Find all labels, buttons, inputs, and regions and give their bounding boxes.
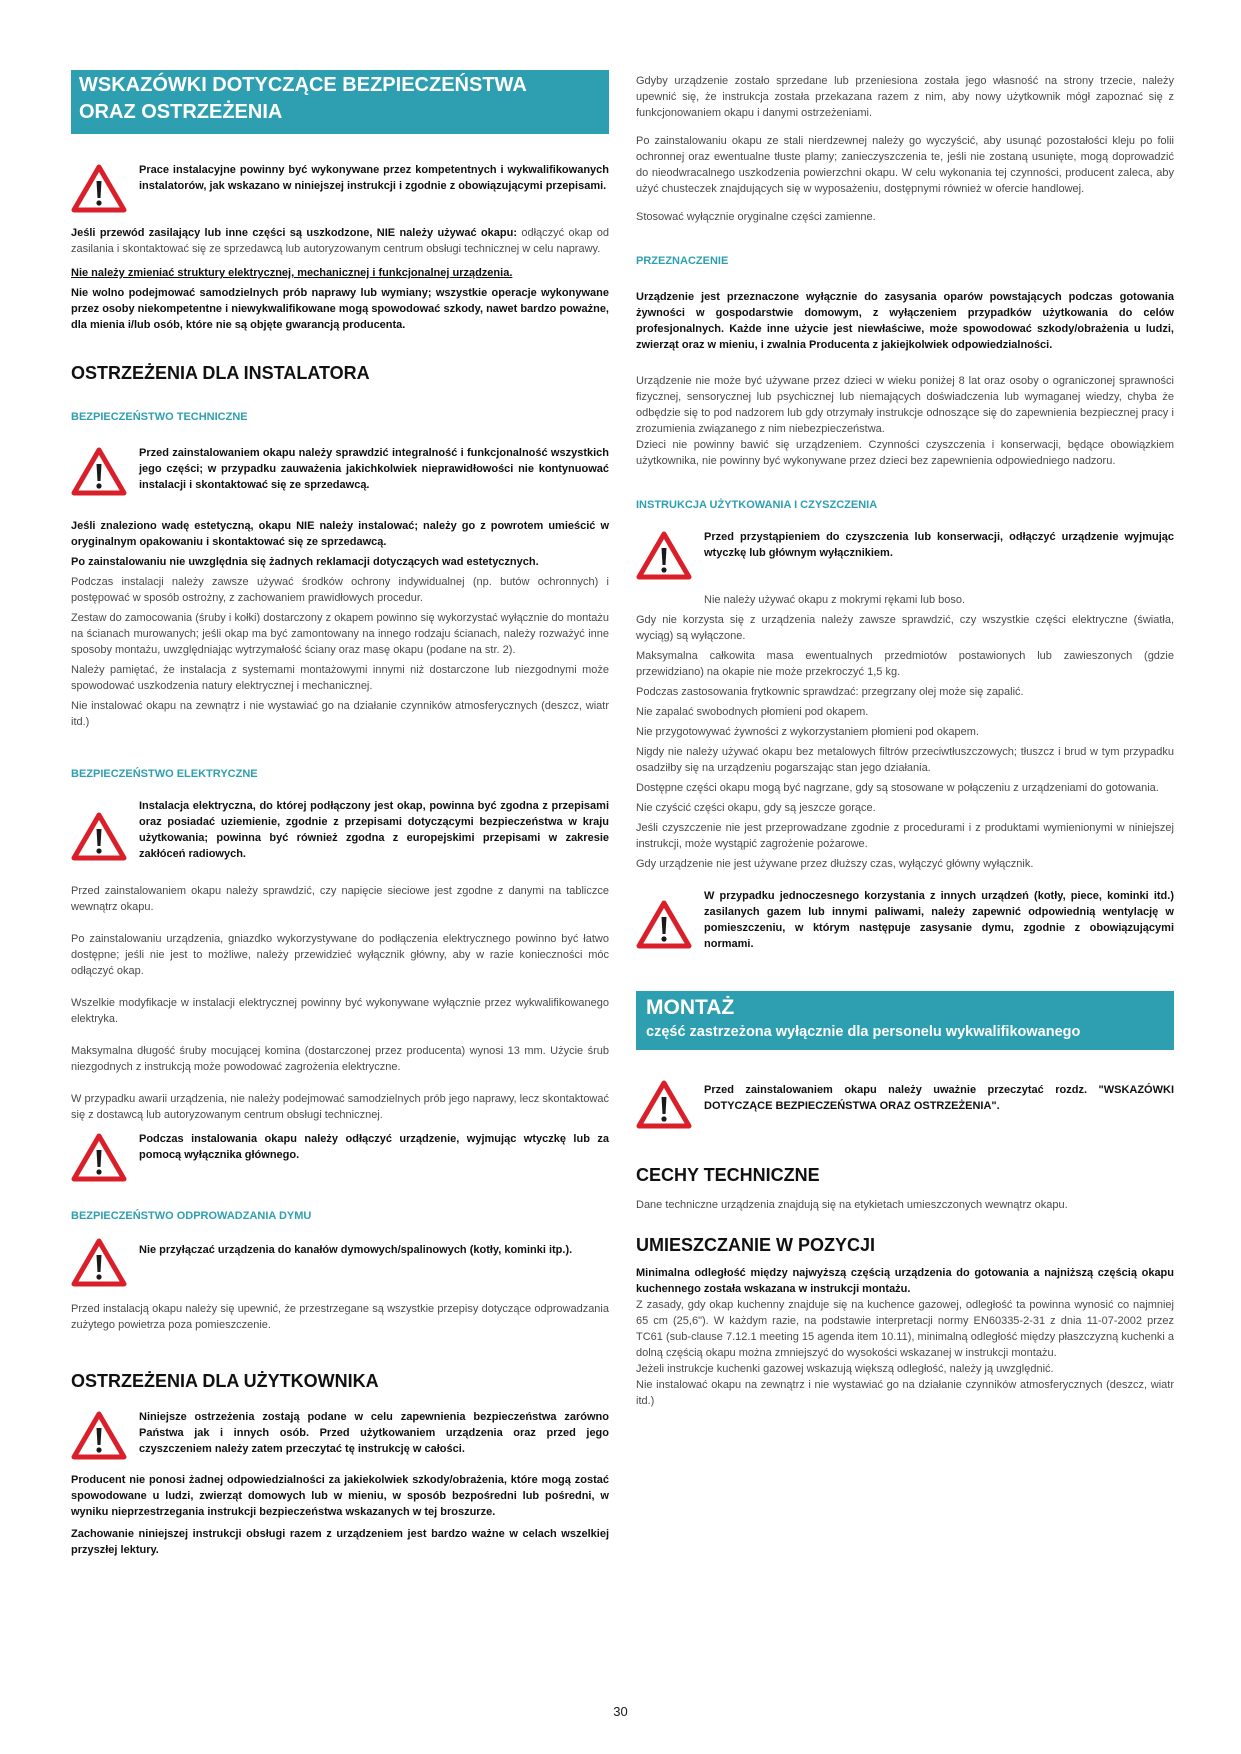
- paragraph-stainless-cleaning: Po zainstalowaniu okapu ze stali nierdzewnej należy go wyczyścić, aby usunąć pozostałości kleju po folii ochronnej oraz ewentualne tłuste plamy; zanieczyszczenia te, jeśli nie zostaną usunięte, mogą doprowadzić do nieodwracalnego uszkodzenia powierzchni okapu. W celu wykonania tej czynności, producent zaleca, aby użyć chusteczek znajdujących się w wyposażeniu, dostępnymi również w ofercie handlowej.: [636, 135, 1174, 195]
- paragraph-technical-data: Dane techniczne urządzenia znajdują się na etykietach umieszczonych wewnątrz okapu.: [636, 1199, 1068, 1211]
- warning-text: Niniejsze ostrzeżenia zostają podane w celu zapewnienia bezpieczeństwa zarówno Państwa jak i innych osób. Przed użytkowaniem urządzenia oraz przed jego czyszczeniem należy zatem przeczytać tę instrukcję w całości.: [139, 1411, 609, 1455]
- paragraph-rest: odłączyć okap od zasilania i skontaktować się ze sprzedawcą lub autoryzowanym centrum obsługi technicznej w celu naprawy.: [71, 227, 609, 255]
- warning-block-cleaning: [636, 529, 1174, 586]
- paragraph-bold-part: Jeśli przewód zasilający lub inne części są uszkodzone, NIE należy używać okapu:: [71, 227, 517, 239]
- paragraph-exhaust-rules: Przed instalacją okapu należy się upewnić, że przestrzegane są wszystkie przepisy dotyczące odprowadzania zużytego powietrza poza pomieszczenie.: [71, 1303, 609, 1331]
- warning-text: Przed przystąpieniem do czyszczenia lub konserwacji, odłączyć urządzenie wyjmując wtyczkę lub głównym wyłącznikiem.: [704, 531, 1174, 559]
- warning-icon: [71, 445, 127, 502]
- heading-purpose: PRZEZNACZENIE: [636, 255, 729, 267]
- heading-usage-cleaning: INSTRUKCJA UŻYTKOWANIA I CZYSZCZENIA: [636, 499, 878, 511]
- paragraph-modifications: Wszelkie modyfikacje w instalacji elektrycznej powinny być wykonywane wyłącznie przez wykwalifikowanego elektryka.: [71, 997, 609, 1025]
- warning-icon: [71, 162, 127, 219]
- paragraph-mounting-kit: Zestaw do zamocowania (śruby i kołki) dostarczony z okapem powinno się wykorzystać wyłącznie do montażu na ścianach murowanych; jeśli okap ma być zamontowany na innego rodzaju ścianach, należy rozważyć inne sposoby montażu, uwzględniając wytrzymałość ściany oraz masę okapu (podane na str. 2).: [71, 612, 609, 656]
- heading-technical-features: CECHY TECHNICZNE: [636, 1165, 820, 1185]
- warning-block-ventilation: [636, 888, 1174, 955]
- paragraph-protective-equipment: Podczas instalacji należy zawsze używać środków ochrony indywidualnej (np. butów ochronnych) i postępować w sposób ostrożny, z zachowaniem prawidłowych procedur.: [71, 576, 609, 604]
- heading-user-warnings: OSTRZEŻENIA DLA UŻYTKOWNIKA: [71, 1371, 379, 1391]
- paragraph-fryers: Podczas zastosowania frytkownic sprawdzać: przegrzany olej może się zapalić.: [636, 686, 1024, 698]
- paragraph-intended-use: Urządzenie jest przeznaczone wyłącznie do zasysania oparów powstających podczas gotowania żywności w gospodarstwie domowym, z wyłączeniem przypadków użytkowania do celów profesjonalnych. Każde inne użycie jest niewłaściwe, może spowodować szkody/obrażenia u ludzi, zwierząt oraz w mieniu, i zwalnia Producenta z jakiejkolwiek odpowiedzialności.: [636, 291, 1174, 351]
- warning-block-user: [71, 1409, 609, 1466]
- warning-text: Nie przyłączać urządzenia do kanałów dymowych/spalinowych (kotły, kominki itp.).: [139, 1244, 573, 1256]
- warning-text: Prace instalacyjne powinny być wykonywane przez kompetentnych i wykwalifikowanych instalatorów, jak wskazano w niniejszej instrukcji i zgodnie z obowiązującymi przepisami.: [139, 164, 609, 192]
- heading-electrical-safety: BEZPIECZEŃSTWO ELEKTRYCZNE: [71, 768, 258, 780]
- paragraph-hot-parts: Dostępne części okapu mogą być nagrzane, gdy są stosowane w połączeniu z urządzeniami do gotowania.: [636, 782, 1159, 794]
- warning-text: Podczas instalowania okapu należy odłączyć urządzenie, wyjmując wtyczkę lub za pomocą wyłącznika głównego.: [139, 1133, 609, 1161]
- paragraph-no-complaints: Po zainstalowaniu nie uwzględnia się żadnych reklamacji dotyczących wad estetycznych.: [71, 556, 539, 568]
- heading-technical-safety: BEZPIECZEŃSTWO TECHNICZNE: [71, 411, 248, 423]
- paragraph-check-off: Gdy nie korzysta się z urządzenia należy zawsze sprawdzić, czy wszystkie części elektryczne (światła, wyciąg) są wyłączone.: [636, 614, 1174, 642]
- paragraph-no-hot-cleaning: Nie czyścić części okapu, gdy są jeszcze gorące.: [636, 802, 876, 814]
- warning-icon: [636, 888, 692, 955]
- paragraph-spare-parts: Stosować wyłącznie oryginalne części zamienne.: [636, 211, 876, 223]
- paragraph-failure: W przypadku awarii urządzenia, nie należy podejmować samodzielnych prób jego naprawy, lecz skontaktować się z dostawcą lub autoryzowanym centrum obsługi technicznej.: [71, 1093, 609, 1121]
- warning-icon: [71, 1131, 127, 1188]
- paragraph-liability: Producent nie ponosi żadnej odpowiedzialności za jakiekolwiek szkody/obrażenia, które mogą zostać spowodowane u ludzi, zwierząt domowych lub w mieniu, w sposób bezpośredni lub pośredni, w wyniku nieprzestrzegania instrukcji bezpieczeństwa wskazanych w tej broszurze.: [71, 1474, 609, 1518]
- paragraph-gas-instructions: Jeżeli instrukcje kuchenki gazowej wskazują większą odległość, należy ją uwzględnić.: [636, 1363, 1054, 1375]
- warning-icon: [71, 1236, 127, 1293]
- warning-text: W przypadku jednoczesnego korzystania z innych urządzeń (kotły, piece, kominki itd.) zasilanych gazem lub innymi paliwami, należy zapewnić odpowiednią wentylację w pomieszczeniu, w którym następuje zasysanie dymu, zgodnie z obowiązującymi normami.: [704, 890, 1174, 950]
- paragraph-resale: Gdyby urządzenie zostało sprzedane lub przeniesiona została jego własność na strony trzecie, należy upewnić się, że instrukcja została przekazana razem z nim, aby nowy użytkownik mógł zapoznać się z funkcjonowaniem okapu i danymi ostrzeżeniami.: [636, 75, 1174, 119]
- paragraph-long-unused: Gdy urządzenie nie jest używane przez dłuższy czas, wyłączyć główny wyłącznik.: [636, 858, 1034, 870]
- paragraph-other-mounting: Należy pamiętać, że instalacja z systemami montażowymi innymi niż dostarczone lub niezgodnymi może spowodować uszkodzenia natury elektrycznej i mechanicznej.: [71, 664, 609, 692]
- warning-block-installers: [71, 162, 609, 219]
- paragraph-outdoor-install: Nie instalować okapu na zewnątrz i nie wystawiać go na działanie czynników atmosferycznych (deszcz, wiatr itd.): [636, 1379, 1174, 1407]
- warning-text: Instalacja elektryczna, do której podłączony jest okap, powinna być zgodna z przepisami oraz posiadać uziemienie, zgodnie z przepisami dotyczącymi bezpieczeństwa w kraju użytkowania; powinna być również zgodna z europejskimi przepisami w zakresie zakłóceń radiowych.: [139, 800, 609, 860]
- assembly-subtitle: część zastrzeżona wyłącznie dla personelu wykwalifikowanego: [646, 1024, 1081, 1040]
- paragraph-keep-manual: Zachowanie niniejszej instrukcji obsługi razem z urządzeniem jest bardzo ważne w celach wszelkiej przyszłej lektury.: [71, 1528, 609, 1556]
- warning-block-disconnect: [71, 1131, 609, 1188]
- warning-text: Przed zainstalowaniem okapu należy sprawdzić integralność i funkcjonalność wszystkich jego części; w przypadku zauważenia jakichkolwiek nieprawidłowości nie kontynuować instalacji i skontaktować się ze sprzedawcą.: [139, 447, 609, 491]
- paragraph-fire-risk: Jeśli czyszczenie nie jest przeprowadzane zgodnie z procedurami i z produktami wymienionymi w niniejszej instrukcji, może wystąpić zagrożenie pożarowe.: [636, 822, 1174, 850]
- paragraph-socket: Po zainstalowaniu urządzenia, gniazdko wykorzystywane do podłączenia elektrycznego powinno być łatwo dostępne; jeśli nie jest to możliwe, należy przewidzieć wyłącznik główny, aby w razie konieczności móc odłączyć okap.: [71, 933, 609, 977]
- banner-line-2: ORAZ OSTRZEŻENIA: [79, 101, 283, 123]
- paragraph-aesthetic-defect: Jeśli znaleziono wadę estetyczną, okapu NIE należy instalować; należy go z powrotem umieścić w oryginalnym opakowaniu i skontaktować się ze sprzedawcą.: [71, 520, 609, 548]
- heading-smoke-safety: BEZPIECZEŃSTWO ODPROWADZANIA DYMU: [71, 1210, 312, 1222]
- paragraph-voltage: Przed zainstalowaniem okapu należy sprawdzić, czy napięcie sieciowe jest zgodne z danymi na tabliczce wewnątrz okapu.: [71, 885, 609, 913]
- assembly-banner: [636, 991, 1174, 1050]
- paragraph-children: Urządzenie nie może być używane przez dzieci w wieku poniżej 8 lat oraz osoby o ograniczonej sprawności fizycznej, sensorycznej lub psychicznej lub niemających doświadczenia lub wymaganej wiedzy, chyba że odbędzie się to pod nadzorem lub gdy otrzymały instrukcje odnoszące się do zapewnienia bezpiecznej pracy i zrozumienia związanego z nim niebezpieczeństwa.: [636, 375, 1174, 435]
- warning-icon: [636, 1078, 692, 1135]
- paragraph-no-flambe: Nie przygotowywać żywności z wykorzystaniem płomieni pod okapem.: [636, 726, 979, 738]
- paragraph-no-repairs: Nie wolno podejmować samodzielnych prób naprawy lub wymiany; wszystkie operacje wykonywane przez osoby niekompetentne i niewykwalifikowane mogą spowodować szkody, nawet bardzo poważne, dla mienia i/lub osób, które nie są objęte gwarancją producenta.: [71, 287, 609, 331]
- paragraph-no-modifications: Nie należy zmieniać struktury elektrycznej, mechanicznej i funkcjonalnej urządzenia.: [71, 267, 513, 279]
- warning-icon: [71, 798, 127, 867]
- paragraph-filters: Nigdy nie należy używać okapu bez metalowych filtrów przeciwtłuszczowych; tłuszcz i brud w tym przypadku osadziłby się na urządzeniu pogarszając stan jego działania.: [636, 746, 1174, 774]
- banner-line-1: WSKAZÓWKI DOTYCZĄCE BEZPIECZEŃSTWA: [79, 74, 527, 96]
- right-column: [636, 73, 1174, 1409]
- paragraph-no-flames: Nie zapalać swobodnych płomieni pod okapem.: [636, 706, 869, 718]
- warning-icon: [636, 529, 692, 586]
- warning-block-flues: [71, 1236, 609, 1293]
- warning-block-integrity: [71, 445, 609, 502]
- paragraph-wet-hands: Nie należy używać okapu z mokrymi rękami lub boso.: [704, 594, 966, 606]
- warning-block-electrical: [71, 798, 609, 867]
- assembly-title: MONTAŻ: [646, 996, 735, 1019]
- paragraph-min-distance: Minimalna odległość między najwyższą częścią urządzenia do gotowania a najniższą częścią okapu kuchennego została wskazana w instrukcji montażu.: [636, 1267, 1174, 1295]
- page-number: 30: [613, 1704, 628, 1719]
- left-column: [71, 70, 609, 1558]
- heading-positioning: UMIESZCZANIE W POZYCJI: [636, 1235, 876, 1255]
- paragraph-screw-length: Maksymalna długość śruby mocującej komina (dostarczonej przez producenta) wynosi 13 mm. Użycie śrub niezgodnych z instrukcją może powodować zagrożenia elektryczne.: [71, 1045, 609, 1073]
- paragraph-outdoor: Nie instalować okapu na zewnątrz i nie wystawiać go na działanie czynników atmosferycznych (deszcz, wiatr itd.): [71, 700, 609, 728]
- paragraph-max-weight: Maksymalna całkowita masa ewentualnych przedmiotów postawionych lub zawieszonych (gdzie przewidziano) na okapie nie może przekroczyć 1,5 kg.: [636, 650, 1174, 678]
- paragraph-damaged-cable: [71, 225, 609, 257]
- safety-banner: [71, 70, 609, 134]
- paragraph-children-play: Dzieci nie powinny bawić się urządzeniem. Czynności czyszczenia i konserwacji, będące obowiązkiem użytkownika, nie powinny być wykonywane przez dzieci bez zapewnienia odpowiedniego nadzoru.: [636, 439, 1174, 467]
- warning-text: Przed zainstalowaniem okapu należy uważnie przeczytać rozdz. "WSKAZÓWKI DOTYCZĄCE BEZPIECZEŃSTWA ORAZ OSTRZEŻENIA".: [704, 1084, 1174, 1112]
- heading-installer-warnings: OSTRZEŻENIA DLA INSTALATORA: [71, 363, 370, 383]
- warning-icon: [71, 1409, 127, 1466]
- warning-block-read-chapter: [636, 1078, 1174, 1135]
- paragraph-gas-distance: Z zasady, gdy okap kuchenny znajduje się na kuchence gazowej, odległość ta powinna wynosić co najmniej 65 cm (25,6"). W każdym razie, na podstawie interpretacji normy EN60335-2-31 z dnia 11-07-2002 przez TC61 (sub-clause 7.12.1 meeting 15 agenda item 10.11), minimalną odległość między płaszczyzną kuchenki a dolną częścią okapu można zmniejszyć do wysokości wskazanej w instrukcji montażu.: [636, 1299, 1174, 1359]
